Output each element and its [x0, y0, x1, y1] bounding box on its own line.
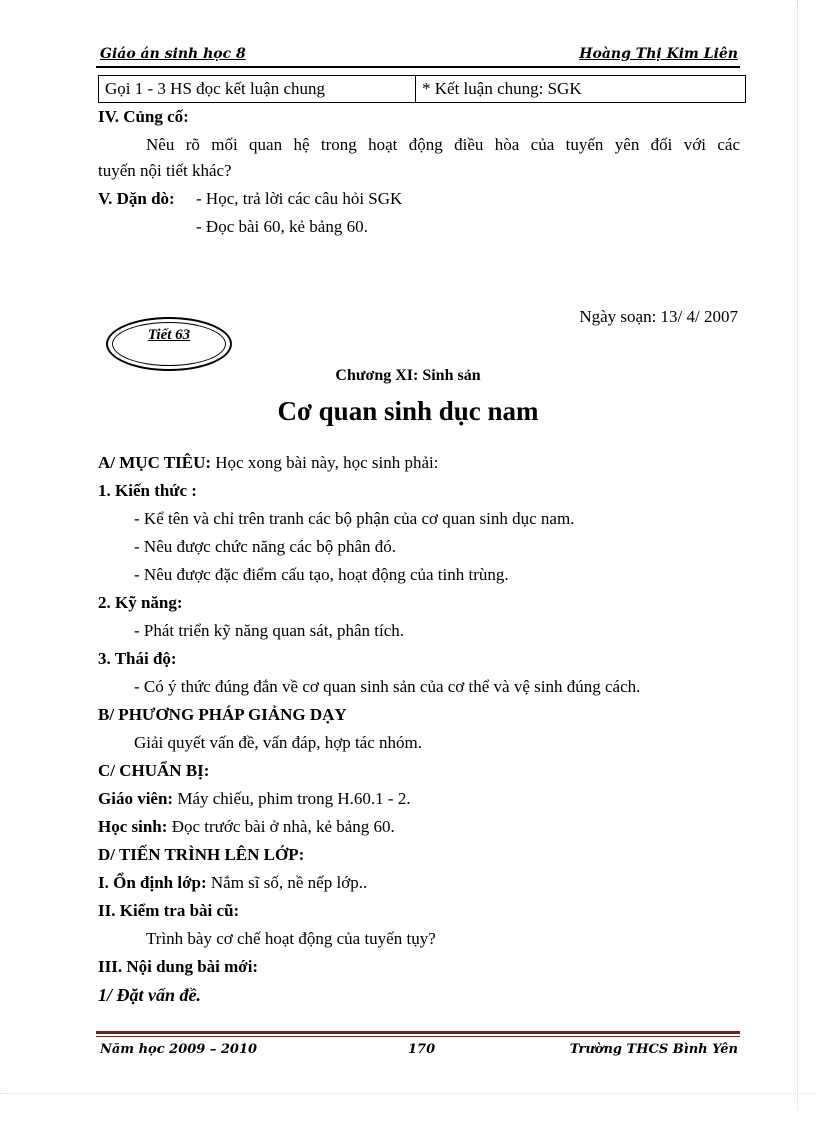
dan-do-item-1: - Học, trả lời các câu hỏi SGK [196, 189, 403, 208]
student-label: Học sinh: [98, 817, 168, 836]
footer-rule-thin [96, 1036, 740, 1037]
section-a-heading: A/ MỤC TIÊU: [98, 453, 212, 472]
page-edge-horizontal [0, 1093, 816, 1094]
teacher-label: Giáo viên: [98, 789, 174, 808]
student-prep [98, 816, 395, 838]
skills-item-1: - Phát triển kỹ năng quan sát, phân tích. [134, 621, 405, 640]
header-rule [96, 66, 740, 68]
section-b-heading: B/ PHƯƠNG PHÁP GIẢNG DẠY [98, 705, 347, 724]
step-ii-text: Trình bày cơ chế hoạt động của tuyến tụy? [146, 929, 436, 948]
lesson-badge: Tiết 63 [147, 327, 191, 343]
lesson-table [98, 75, 746, 103]
teacher-prep [98, 788, 411, 810]
section-c-heading: C/ CHUẨN BỊ: [98, 761, 210, 780]
dan-do-heading: V. Dặn dò: [98, 189, 175, 208]
footer-school-year: Năm học 2009 – 2010 [100, 1042, 258, 1057]
step-i-label: I. Ổn định lớp: [98, 873, 207, 892]
section-a-intro: Học xong bài này, học sinh phải: [215, 453, 439, 472]
chapter-heading: Chương XI: Sinh sản [335, 367, 481, 384]
header-right: Hoàng Thị Kim Liên [579, 46, 738, 62]
student-text: Đọc trước bài ở nhà, kẻ bảng 60. [171, 817, 395, 836]
prep-date: Ngày soạn: 13/ 4/ 2007 [579, 307, 738, 326]
footer-rule [96, 1031, 740, 1034]
section-a [98, 452, 438, 474]
teacher-text: Máy chiếu, phim trong H.60.1 - 2. [177, 789, 411, 808]
step-ii-label: II. Kiểm tra bài cũ: [98, 901, 240, 920]
knowledge-heading: 1. Kiến thức : [98, 481, 197, 500]
header-left: Giáo án sinh học 8 [100, 46, 246, 62]
knowledge-item-3: - Nêu được đặc điểm cấu tạo, hoạt động của tinh trùng. [134, 565, 509, 584]
page-number: 170 [408, 1042, 436, 1057]
attitude-heading: 3. Thái độ: [98, 649, 177, 668]
knowledge-item-2: - Nêu được chức năng các bộ phân đó. [134, 537, 397, 556]
cung-co-heading: IV. Củng cố: [98, 107, 189, 126]
step-i-text: Nắm sĩ số, nề nếp lớp.. [210, 873, 368, 892]
step-iii-label: III. Nội dung bài mới: [98, 957, 259, 976]
page-title: Cơ quan sinh dục nam [277, 396, 539, 426]
page-edge-vertical [797, 0, 798, 1110]
table-cell-activity: Gọi 1 - 3 HS đọc kết luận chung [99, 76, 416, 103]
table-row [99, 76, 746, 103]
section-d-heading: D/ TIẾN TRÌNH LÊN LỚP: [98, 845, 305, 864]
attitude-item-1: - Có ý thức đúng đắn về cơ quan sinh sản của cơ thể và vệ sinh đúng cách. [134, 677, 641, 696]
skills-heading: 2. Kỹ năng: [98, 593, 183, 612]
cung-co-line2: tuyến nội tiết khác? [98, 161, 232, 180]
step-i [98, 872, 367, 894]
dan-do-item-2: - Đọc bài 60, kẻ bảng 60. [196, 217, 368, 236]
table-cell-content: * Kết luận chung: SGK [416, 76, 746, 103]
knowledge-item-1: - Kể tên và chỉ trên tranh các bộ phận của cơ quan sinh dục nam. [134, 509, 575, 528]
cung-co-line1: Nêu rõ mối quan hệ trong hoạt động điều hòa của tuyến yên đối với các [146, 135, 740, 154]
subsection-1: 1/ Đặt vấn đề. [98, 985, 201, 1005]
footer-school-name: Trường THCS Bình Yên [569, 1042, 738, 1057]
section-b-text: Giải quyết vấn đề, vấn đáp, hợp tác nhóm. [134, 733, 422, 752]
